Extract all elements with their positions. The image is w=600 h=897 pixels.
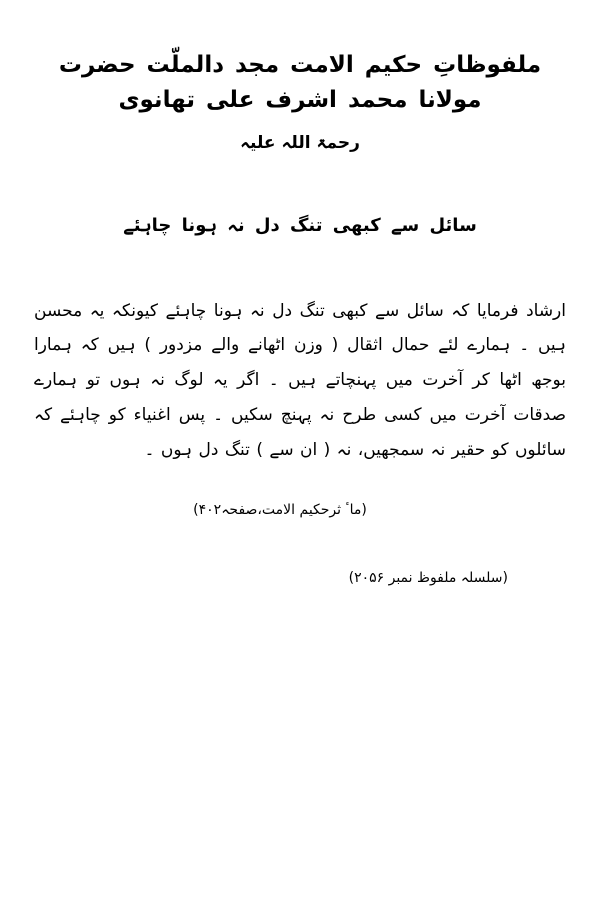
- body-text: [34, 294, 566, 468]
- document-subtitle: رحمۃ اللہ علیہ: [240, 133, 360, 153]
- document-title: ملفوظاتِ حکیم الامت مجد دالملّت حضرت مولانا محمد اشرف علی تھانوی: [58, 52, 542, 113]
- body-paragraph: ارشاد فرمایا کہ سائل سے کبھی تنگ دل نہ ہونا چاہئے کیونکہ یہ محسن ہیں ۔ ہمارے لئے حمال اثقال ( وزن اٹھانے والے مزدور ) ہیں کہ ہمارا بوجھ اٹھا کر آخرت میں پہنچاتے ہیں ۔ اگر یہ لوگ نہ ہوں تو ہمارے صدقات آخرت میں کسی طرح نہ پہنچ سکیں ۔ پس اغنیاء کو چاہئے کہ سائلوں کو حقیر نہ سمجھیں، نہ ( ان سے ) تنگ دل ہوں ۔: [34, 300, 566, 460]
- serial-number: (سلسلہ ملفوظ نمبر ۲۰۵۶): [348, 569, 508, 586]
- document-page: [0, 48, 600, 897]
- section-heading: سائل سے کبھی تنگ دل نہ ہونا چاہئے: [123, 214, 477, 236]
- source-reference: (ماٴ ثرحکیم الامت،صفحہ۴۰۲): [193, 501, 367, 518]
